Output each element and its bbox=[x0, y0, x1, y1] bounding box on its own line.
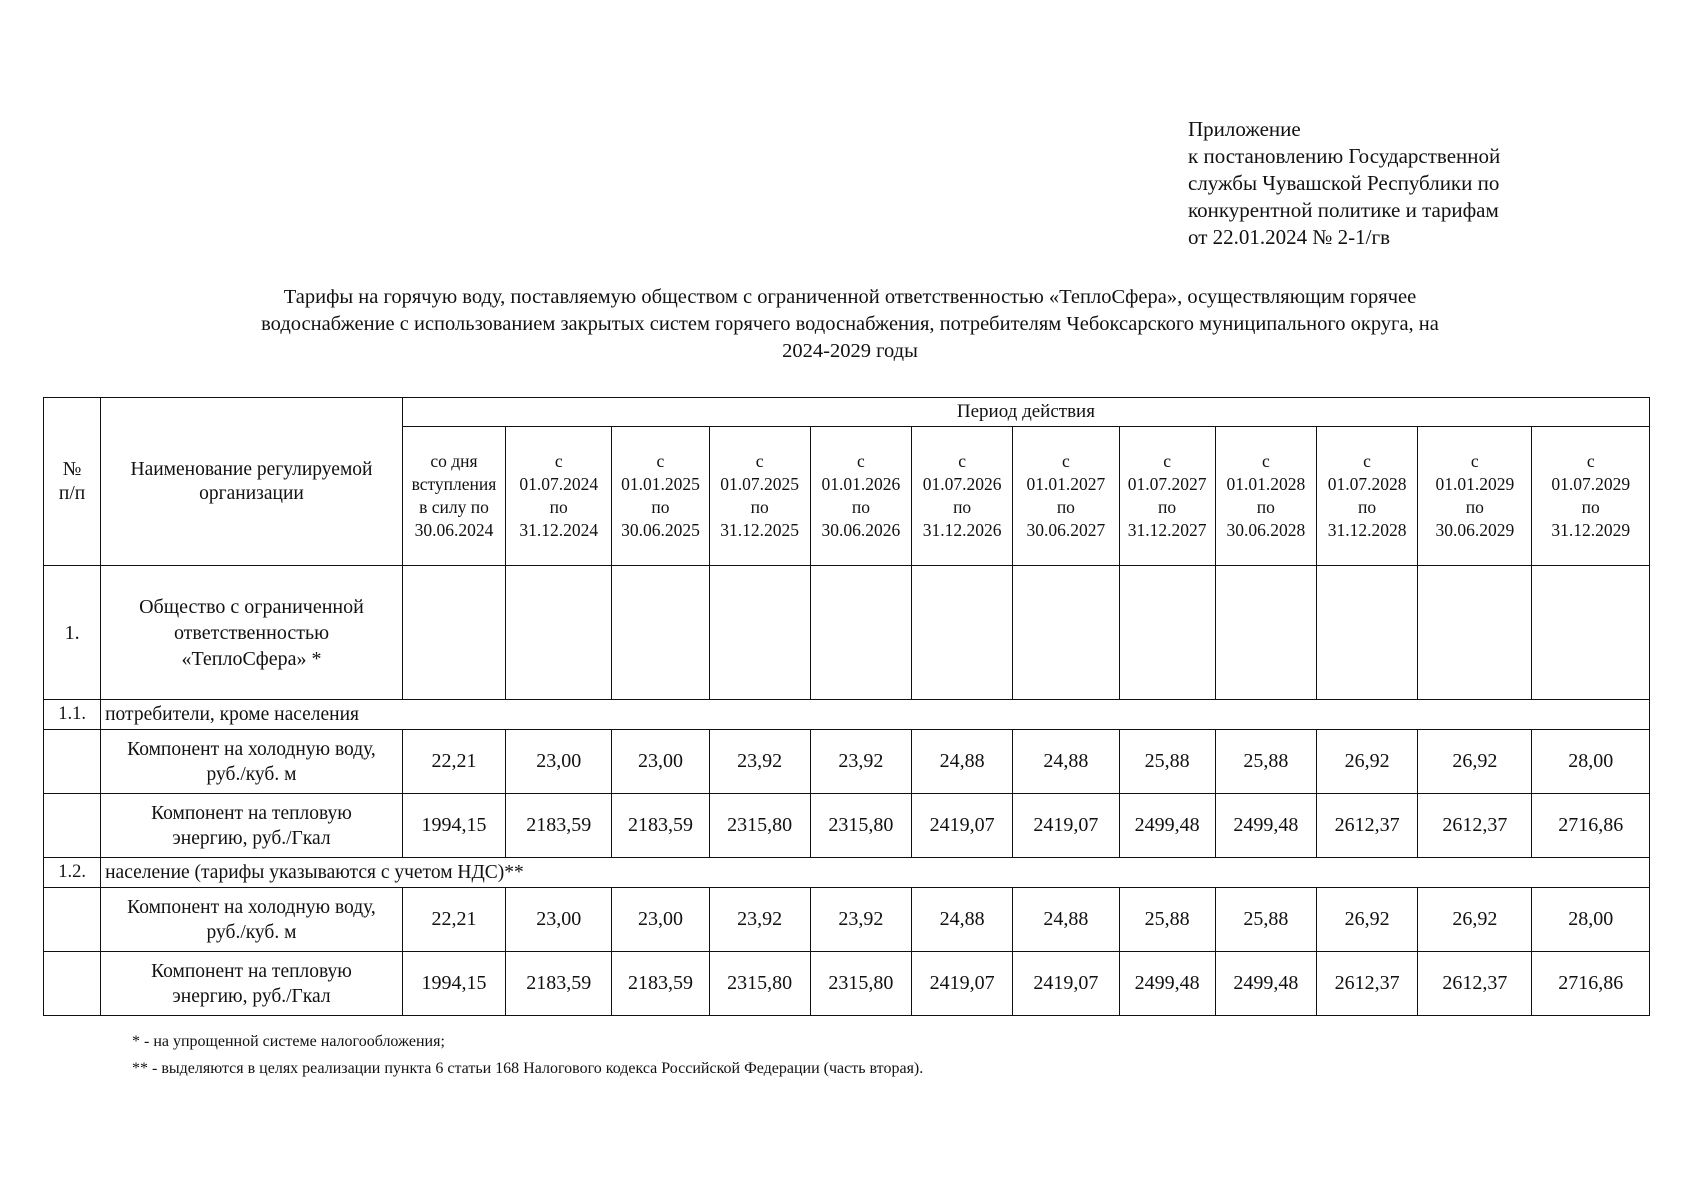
period-line: 01.07.2029 bbox=[1551, 474, 1631, 494]
period-header-cell bbox=[1119, 427, 1215, 566]
tariff-value: 2419,07 bbox=[1013, 794, 1119, 858]
empty-cell bbox=[1532, 566, 1650, 700]
title-line: водоснабжение с использованием закрытых систем горячего водоснабжения, потребителям Чебоксарского муниципального округа, на bbox=[261, 313, 1439, 335]
period-line: с bbox=[958, 451, 967, 471]
tariff-value: 26,92 bbox=[1316, 730, 1417, 794]
empty-cell bbox=[709, 566, 810, 700]
period-line: по bbox=[1581, 497, 1600, 517]
empty-number-cell bbox=[44, 794, 101, 858]
tariff-row bbox=[44, 952, 1650, 1016]
section-number: 1.1. bbox=[44, 700, 101, 730]
footnote-simplified-tax: * - на упрощенной системе налогообложения; bbox=[132, 1033, 445, 1050]
period-line: 30.06.2028 bbox=[1226, 520, 1306, 540]
period-line: в силу по bbox=[419, 497, 489, 517]
tariff-value: 2183,59 bbox=[506, 794, 612, 858]
tariff-table bbox=[43, 397, 1650, 1016]
empty-cell bbox=[912, 566, 1013, 700]
section-row bbox=[44, 700, 1650, 730]
header-organization-name bbox=[101, 398, 403, 566]
header-row-period bbox=[44, 398, 1650, 427]
empty-number-cell bbox=[44, 952, 101, 1016]
period-line: по bbox=[1158, 497, 1177, 517]
period-line: с bbox=[1470, 451, 1479, 471]
tariff-value: 2315,80 bbox=[810, 794, 911, 858]
period-line: с bbox=[554, 451, 563, 471]
empty-cell bbox=[1215, 566, 1316, 700]
organization-name-line: Общество с ограниченной bbox=[139, 595, 364, 618]
component-label-line: энергию, руб./Гкал bbox=[172, 985, 331, 1007]
period-header-cell bbox=[709, 427, 810, 566]
organization-name-line: «ТеплоСфера» * bbox=[181, 647, 322, 670]
tariff-value: 2716,86 bbox=[1532, 794, 1650, 858]
header-name-line: организации bbox=[199, 482, 304, 504]
section-title: потребители, кроме населения bbox=[101, 700, 1650, 730]
tariff-value: 28,00 bbox=[1532, 888, 1650, 952]
component-label-line: Компонент на холодную воду, bbox=[127, 738, 376, 760]
period-line: по bbox=[953, 497, 972, 517]
section-title: население (тарифы указываются с учетом НДС)** bbox=[101, 858, 1650, 888]
tariff-value: 25,88 bbox=[1215, 730, 1316, 794]
period-header-cell bbox=[1316, 427, 1417, 566]
header-number-line: № bbox=[62, 458, 82, 480]
period-header-cell bbox=[506, 427, 612, 566]
tariff-value: 23,92 bbox=[810, 888, 911, 952]
footnote-vat: ** - выделяются в целях реализации пункта 6 статьи 168 Налогового кодекса Российской Федерации (часть вторая). bbox=[132, 1060, 924, 1077]
appendix-line: службы Чувашской Республики по bbox=[1188, 171, 1500, 195]
component-label-line: руб./куб. м bbox=[206, 763, 297, 785]
period-line: 30.06.2025 bbox=[621, 520, 700, 540]
period-header-cell bbox=[402, 427, 505, 566]
empty-number-cell bbox=[44, 888, 101, 952]
tariff-value: 2419,07 bbox=[1013, 952, 1119, 1016]
empty-cell bbox=[1316, 566, 1417, 700]
tariff-value: 1994,15 bbox=[402, 952, 505, 1016]
section-row bbox=[44, 858, 1650, 888]
tariff-value: 2612,37 bbox=[1418, 794, 1532, 858]
header-number bbox=[44, 398, 101, 566]
period-line: по bbox=[1358, 497, 1377, 517]
tariff-value: 24,88 bbox=[912, 888, 1013, 952]
component-label bbox=[101, 730, 403, 794]
tariff-value: 2315,80 bbox=[810, 952, 911, 1016]
period-line: с bbox=[1163, 451, 1171, 471]
period-line: вступления bbox=[411, 474, 497, 494]
tariff-value: 2612,37 bbox=[1316, 952, 1417, 1016]
tariff-value: 22,21 bbox=[402, 730, 505, 794]
tariff-value: 23,00 bbox=[612, 888, 709, 952]
tariff-value: 2183,59 bbox=[506, 952, 612, 1016]
period-line: с bbox=[857, 451, 865, 471]
component-label-line: руб./куб. м bbox=[206, 921, 297, 943]
tariff-value: 22,21 bbox=[402, 888, 505, 952]
appendix-line: к постановлению Государственной bbox=[1188, 144, 1501, 168]
tariff-value: 25,88 bbox=[1119, 888, 1215, 952]
tariff-value: 2183,59 bbox=[612, 952, 709, 1016]
period-line: 31.12.2027 bbox=[1127, 520, 1207, 540]
empty-cell bbox=[402, 566, 505, 700]
appendix-line: от 22.01.2024 № 2-1/гв bbox=[1188, 225, 1391, 249]
period-line: с bbox=[1586, 451, 1595, 471]
component-label-line: Компонент на тепловую bbox=[151, 960, 352, 982]
period-line: 30.06.2026 bbox=[821, 520, 901, 540]
period-line: с bbox=[1061, 451, 1070, 471]
title-line: 2024-2029 годы bbox=[782, 340, 918, 362]
period-line: с bbox=[1261, 451, 1270, 471]
period-line: 01.07.2025 bbox=[720, 474, 800, 494]
period-header-cell bbox=[1418, 427, 1532, 566]
component-label-line: энергию, руб./Гкал bbox=[172, 827, 331, 849]
tariff-value: 2716,86 bbox=[1532, 952, 1650, 1016]
tariff-value: 23,92 bbox=[709, 888, 810, 952]
tariff-value: 2612,37 bbox=[1316, 794, 1417, 858]
tariff-value: 25,88 bbox=[1215, 888, 1316, 952]
period-header-cell bbox=[1013, 427, 1119, 566]
empty-cell bbox=[506, 566, 612, 700]
period-line: с bbox=[1363, 451, 1371, 471]
period-line: 31.12.2028 bbox=[1327, 520, 1407, 540]
organization-row bbox=[44, 566, 1650, 700]
period-line: 30.06.2024 bbox=[414, 520, 494, 540]
period-line: 31.12.2029 bbox=[1551, 520, 1631, 540]
empty-cell bbox=[1119, 566, 1215, 700]
tariff-value: 2315,80 bbox=[709, 952, 810, 1016]
period-line: 01.01.2028 bbox=[1226, 474, 1306, 494]
tariff-value: 24,88 bbox=[912, 730, 1013, 794]
tariff-value: 26,92 bbox=[1316, 888, 1417, 952]
tariff-value: 23,92 bbox=[810, 730, 911, 794]
tariff-value: 2612,37 bbox=[1418, 952, 1532, 1016]
appendix-block bbox=[1188, 116, 1500, 251]
document-title bbox=[80, 284, 1620, 365]
period-line: по bbox=[549, 497, 568, 517]
tariff-value: 2183,59 bbox=[612, 794, 709, 858]
period-line: с bbox=[656, 451, 665, 471]
period-line: 01.07.2026 bbox=[922, 474, 1002, 494]
period-line: по bbox=[851, 497, 870, 517]
tariff-value: 26,92 bbox=[1418, 730, 1532, 794]
tariff-value: 2499,48 bbox=[1215, 794, 1316, 858]
appendix-line: конкурентной политике и тарифам bbox=[1188, 198, 1499, 222]
tariff-value: 24,88 bbox=[1013, 888, 1119, 952]
period-line: 30.06.2027 bbox=[1026, 520, 1106, 540]
period-line: по bbox=[1056, 497, 1075, 517]
component-label-line: Компонент на тепловую bbox=[151, 802, 352, 824]
period-line: 01.01.2026 bbox=[821, 474, 901, 494]
period-line: 01.01.2027 bbox=[1026, 474, 1106, 494]
tariff-row bbox=[44, 794, 1650, 858]
title-line: Тарифы на горячую воду, поставляемую обществом с ограниченной ответственностью «ТеплоСфера», осуществляющим горячее bbox=[283, 286, 1417, 308]
empty-number-cell bbox=[44, 730, 101, 794]
empty-cell bbox=[1013, 566, 1119, 700]
component-label bbox=[101, 888, 403, 952]
tariff-value: 23,00 bbox=[506, 888, 612, 952]
header-validity-period: Период действия bbox=[402, 398, 1649, 427]
tariff-value: 25,88 bbox=[1119, 730, 1215, 794]
organization-name bbox=[101, 566, 403, 700]
period-line: 31.12.2025 bbox=[720, 520, 800, 540]
tariff-value: 28,00 bbox=[1532, 730, 1650, 794]
tariff-value: 2315,80 bbox=[709, 794, 810, 858]
period-header-cell bbox=[810, 427, 911, 566]
empty-cell bbox=[1418, 566, 1532, 700]
tariff-value: 1994,15 bbox=[402, 794, 505, 858]
period-line: 31.12.2026 bbox=[922, 520, 1002, 540]
period-line: со дня bbox=[430, 451, 478, 471]
tariff-value: 2499,48 bbox=[1119, 794, 1215, 858]
tariff-value: 23,00 bbox=[612, 730, 709, 794]
organization-number: 1. bbox=[44, 566, 101, 700]
period-line: 01.07.2027 bbox=[1127, 474, 1207, 494]
tariff-row bbox=[44, 888, 1650, 952]
period-line: 31.12.2024 bbox=[519, 520, 599, 540]
tariff-value: 23,92 bbox=[709, 730, 810, 794]
period-header-cell bbox=[612, 427, 709, 566]
organization-name-line: ответственностью bbox=[173, 621, 330, 644]
period-line: по bbox=[1256, 497, 1275, 517]
period-line: 01.07.2024 bbox=[519, 474, 599, 494]
period-line: по bbox=[750, 497, 769, 517]
tariff-value: 2499,48 bbox=[1215, 952, 1316, 1016]
component-label bbox=[101, 794, 403, 858]
period-line: по bbox=[1465, 497, 1484, 517]
section-number: 1.2. bbox=[44, 858, 101, 888]
appendix-line: Приложение bbox=[1188, 117, 1301, 141]
period-header-cell bbox=[912, 427, 1013, 566]
tariff-row bbox=[44, 730, 1650, 794]
component-label bbox=[101, 952, 403, 1016]
period-line: 01.07.2028 bbox=[1327, 474, 1407, 494]
tariff-value: 26,92 bbox=[1418, 888, 1532, 952]
tariff-value: 24,88 bbox=[1013, 730, 1119, 794]
header-number-line: п/п bbox=[58, 482, 86, 504]
period-line: 01.01.2029 bbox=[1435, 474, 1515, 494]
period-line: 30.06.2029 bbox=[1435, 520, 1515, 540]
tariff-value: 2419,07 bbox=[912, 794, 1013, 858]
tariff-value: 23,00 bbox=[506, 730, 612, 794]
period-line: по bbox=[651, 497, 670, 517]
footnotes bbox=[132, 1028, 923, 1082]
tariff-value: 2419,07 bbox=[912, 952, 1013, 1016]
empty-cell bbox=[612, 566, 709, 700]
period-header-cell bbox=[1532, 427, 1650, 566]
empty-cell bbox=[810, 566, 911, 700]
period-line: с bbox=[755, 451, 764, 471]
component-label-line: Компонент на холодную воду, bbox=[127, 896, 376, 918]
header-name-line: Наименование регулируемой bbox=[130, 458, 373, 480]
period-header-cell bbox=[1215, 427, 1316, 566]
period-line: 01.01.2025 bbox=[621, 474, 700, 494]
tariff-value: 2499,48 bbox=[1119, 952, 1215, 1016]
